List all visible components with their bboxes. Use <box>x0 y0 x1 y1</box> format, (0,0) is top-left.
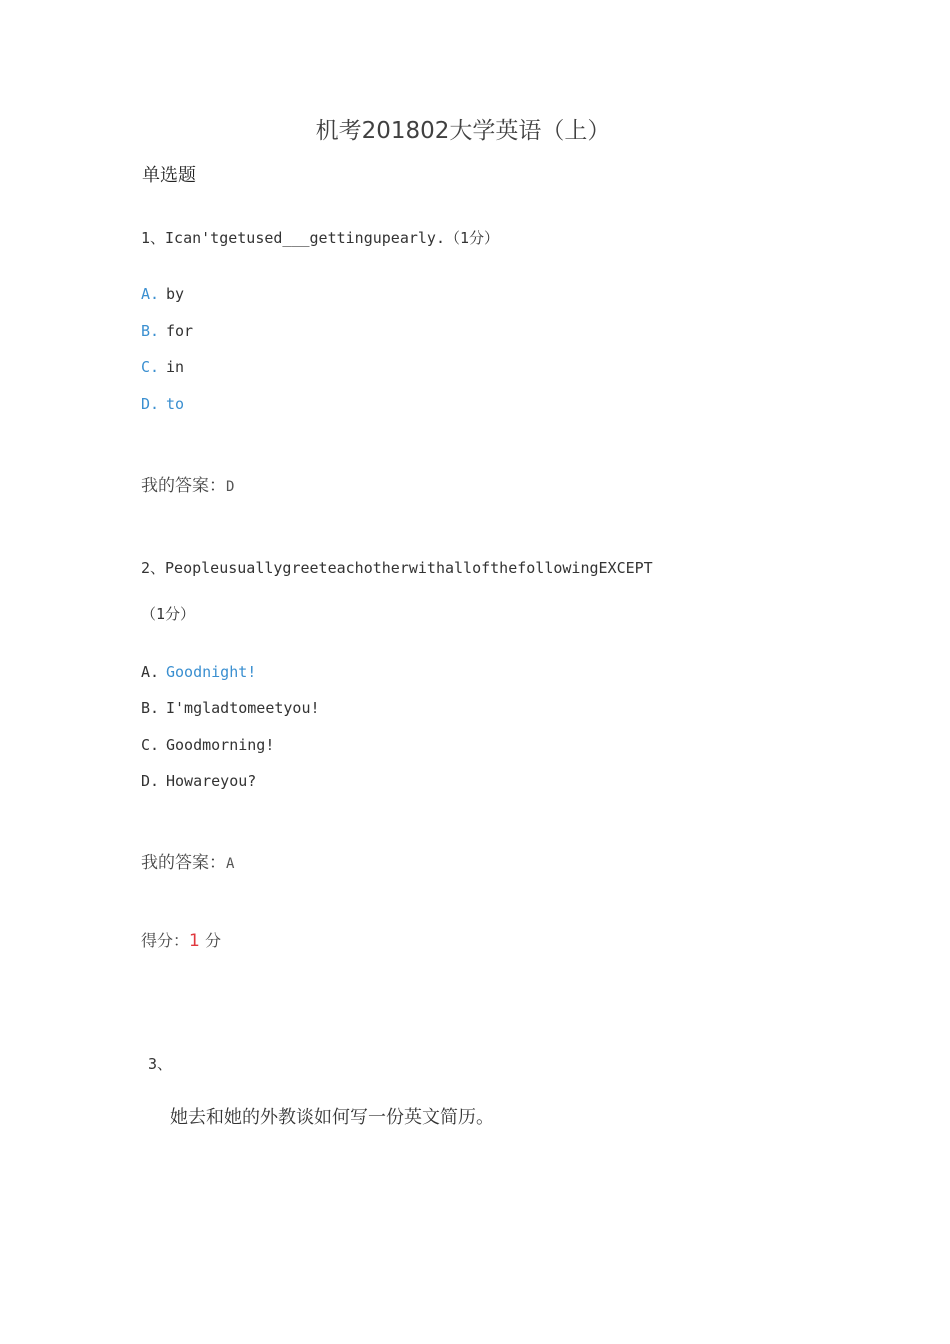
question-2-my-answer <box>141 848 234 873</box>
option-letter: C. <box>141 358 160 376</box>
question-2-option-c[interactable] <box>141 736 274 754</box>
option-text: Goodnight! <box>166 663 257 681</box>
option-text: by <box>166 285 185 303</box>
question-2-option-a[interactable] <box>141 663 256 681</box>
question-1-option-a[interactable] <box>141 285 184 303</box>
option-letter: A. <box>141 285 160 303</box>
option-letter: B. <box>141 322 160 340</box>
question-3-number: 3、 <box>148 1055 173 1073</box>
question-1-text: 1、Ican'tgetused___gettingupearly.（1分） <box>141 229 500 247</box>
option-text: in <box>166 358 185 376</box>
question-3-text: 她去和她的外教谈如何写一份英文简历。 <box>170 1107 494 1128</box>
option-text: to <box>166 395 185 413</box>
document-title: 机考201802大学英语（上） <box>315 118 611 144</box>
answer-label: 我的答案： <box>141 853 226 873</box>
option-text: Goodmorning! <box>166 736 275 754</box>
question-1-option-d[interactable] <box>141 395 184 413</box>
option-letter: A. <box>141 663 160 681</box>
option-letter: B. <box>141 699 160 717</box>
question-1-option-b[interactable] <box>141 322 193 340</box>
question-2-text: 2、PeopleusuallygreeteachotherwithallofthefollowingEXCEPT <box>141 559 653 577</box>
answer-value: D <box>226 479 235 495</box>
answer-value: A <box>226 856 235 872</box>
option-text: for <box>166 322 194 340</box>
option-text: Howareyou? <box>166 772 257 790</box>
score-value: 1 <box>189 931 200 951</box>
question-2-option-b[interactable] <box>141 699 320 717</box>
question-2-points: （1分） <box>141 605 196 623</box>
option-text: I'mgladtomeetyou! <box>166 699 320 717</box>
score-unit: 分 <box>204 931 221 950</box>
score-label: 得分： <box>141 931 190 950</box>
question-1-my-answer <box>141 471 234 496</box>
question-2-option-d[interactable] <box>141 772 256 790</box>
option-letter: C. <box>141 736 160 754</box>
question-2-score <box>141 928 221 951</box>
option-letter: D. <box>141 772 160 790</box>
option-letter: D. <box>141 395 160 413</box>
section-heading: 单选题 <box>142 165 196 186</box>
answer-label: 我的答案： <box>141 476 226 496</box>
question-1-option-c[interactable] <box>141 358 184 376</box>
